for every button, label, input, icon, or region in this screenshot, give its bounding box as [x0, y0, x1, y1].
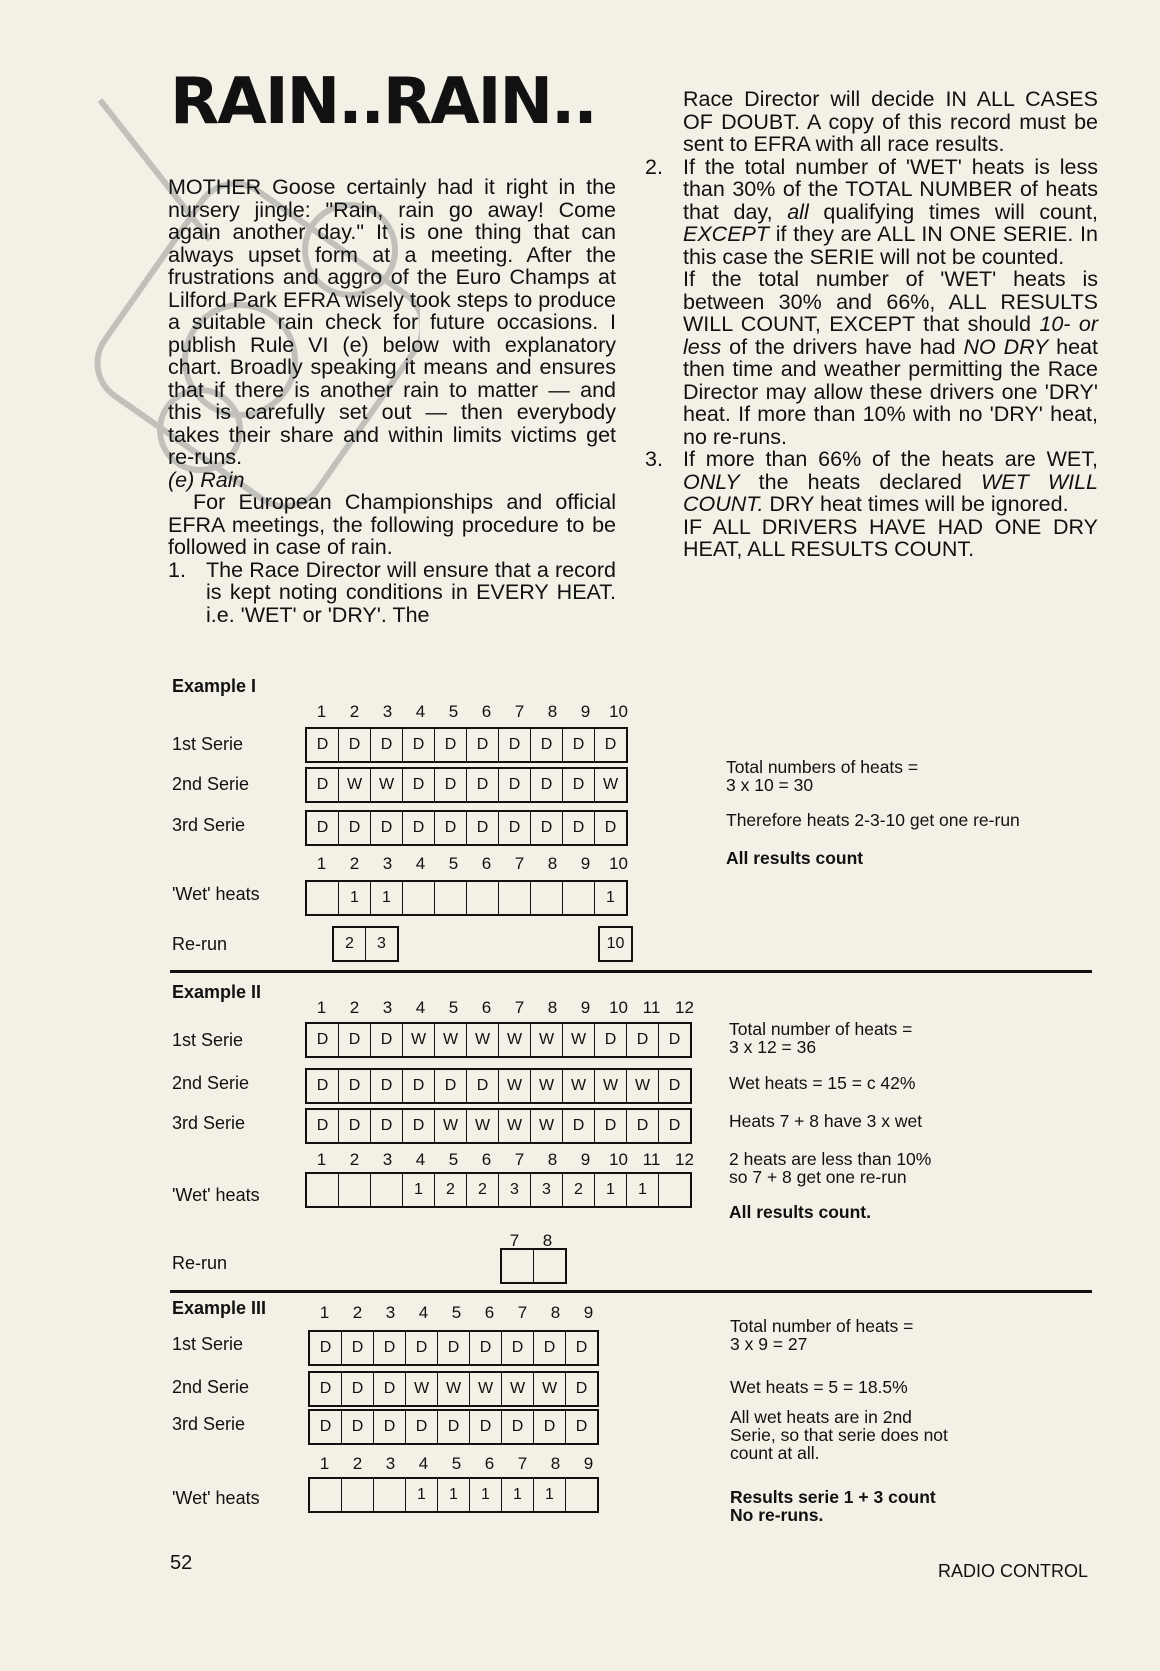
- table-cell: 3: [499, 1174, 531, 1206]
- table-cell: W: [467, 1024, 499, 1056]
- ex2-rerun-label: Re-run: [172, 1253, 228, 1273]
- rule-1: [168, 559, 616, 627]
- column-number: 2: [352, 1303, 363, 1322]
- table-cell: W: [531, 1024, 563, 1056]
- table-cell: [502, 1250, 534, 1282]
- table-cell: W: [435, 1110, 467, 1142]
- column-number: 3: [382, 702, 393, 721]
- ex3-serie-row: [308, 1371, 599, 1407]
- ex2-wet-column-numbers: [305, 1150, 701, 1170]
- column-number: 1: [316, 998, 327, 1017]
- table-cell: D: [499, 812, 531, 844]
- table-cell: [310, 1479, 342, 1511]
- table-cell: D: [438, 1411, 470, 1443]
- table-cell: D: [403, 1070, 435, 1102]
- rule-1-continued: [645, 88, 1098, 156]
- ex2-note-text: 2 heats are less than 10% so 7 + 8 get one re-run: [729, 1149, 932, 1187]
- ex3-column-numbers: [308, 1303, 605, 1323]
- table-cell: D: [339, 1070, 371, 1102]
- table-cell: W: [531, 1110, 563, 1142]
- table-cell: W: [563, 1024, 595, 1056]
- column-number: 5: [448, 1150, 459, 1169]
- table-cell: D: [595, 1024, 627, 1056]
- column-number: 6: [481, 702, 492, 721]
- ex1-serie-row: [305, 767, 628, 803]
- table-cell: D: [668, 1077, 681, 1094]
- column-number: 10: [609, 854, 628, 873]
- rule-2: [645, 156, 1098, 269]
- right-column: [645, 88, 1098, 561]
- table-cell: D: [563, 812, 595, 844]
- ex2-wet-row: [305, 1172, 692, 1208]
- table-cell: W: [467, 1110, 499, 1142]
- ex2-row-label: 2nd Serie: [172, 1073, 250, 1093]
- column-number: 11: [642, 1150, 661, 1169]
- table-cell: D: [531, 812, 563, 844]
- rule-3b-text: IF ALL DRIVERS HAVE HAD ONE DRY HEAT, ALL RESULTS COUNT.: [683, 514, 1098, 561]
- table-cell: 1: [534, 1479, 566, 1511]
- table-cell: D: [502, 1332, 534, 1364]
- column-number: 3: [382, 998, 393, 1017]
- table-cell: D: [563, 1110, 595, 1142]
- rule-1-text-part2: Race Director will decide IN ALL CASES OF DOUBT. A copy of this record must be sent to EFRA with all race results.: [683, 87, 1098, 156]
- table-cell: [435, 882, 467, 914]
- ex3-note-text: Total number of heats = 3 x 9 = 27: [730, 1316, 914, 1354]
- ex3-wet-label: 'Wet' heats: [172, 1488, 260, 1508]
- table-cell: [499, 882, 531, 914]
- table-cell: D: [467, 729, 499, 761]
- column-number: 8: [547, 854, 558, 873]
- table-cell: D: [307, 1024, 339, 1056]
- table-cell: D: [668, 1031, 681, 1048]
- rule-2-text: If the total number of 'WET' heats is less than 30% of the TOTAL NUMBER of heats that day, all qualifying times will count, EXCEPT if they are ALL IN ONE SERIE. In this case the SERIE will not be counted.: [683, 154, 1098, 269]
- table-cell: [566, 1479, 597, 1511]
- column-number: 6: [481, 1150, 492, 1169]
- column-number: 8: [542, 1231, 553, 1250]
- column-number: 5: [451, 1303, 462, 1322]
- column-number: 8: [550, 1303, 561, 1322]
- rule-2b-text: If the total number of 'WET' heats is between 30% and 66%, ALL RESULTS WILL COUNT, EXCEPT that should 10- or less of the drivers have had NO DRY heat then time and weather permitting the Race Director may allow these drivers one 'DRY' heat. If more than 10% with no 'DRY' heat, no re-runs.: [683, 267, 1098, 449]
- column-number: 2: [349, 854, 360, 873]
- table-cell: D: [403, 1110, 435, 1142]
- ex1-label: Example I: [172, 676, 257, 696]
- table-cell: D: [307, 1070, 339, 1102]
- table-cell: 3: [377, 935, 386, 952]
- table-cell: 1: [403, 1174, 435, 1206]
- table-cell: [531, 882, 563, 914]
- table-cell: D: [467, 812, 499, 844]
- table-cell: D: [575, 1380, 588, 1397]
- column-number: 4: [418, 1303, 429, 1322]
- column-number: 7: [517, 1454, 528, 1473]
- table-cell: [307, 1174, 339, 1206]
- ex2-serie-row: [305, 1022, 692, 1058]
- ex1-row-label: 1st Serie: [172, 734, 244, 754]
- table-cell: W: [502, 1373, 534, 1405]
- ex3-row-label: 2nd Serie: [172, 1377, 250, 1397]
- ex2-serie-row: [305, 1068, 692, 1104]
- column-number: 7: [509, 1231, 520, 1250]
- ex3-row-label: 1st Serie: [172, 1334, 244, 1354]
- ex2-label: Example II: [172, 982, 262, 1002]
- table-cell: D: [435, 1070, 467, 1102]
- ex3-note: [730, 1317, 913, 1353]
- ex3-note: [730, 1488, 936, 1524]
- table-cell: D: [499, 769, 531, 801]
- table-cell: 1: [406, 1479, 438, 1511]
- magazine-name: RADIO CONTROL: [938, 1561, 1089, 1581]
- column-number: 5: [448, 702, 459, 721]
- table-cell: D: [371, 1070, 403, 1102]
- table-cell: D: [627, 1110, 659, 1142]
- ex3-wet-column-numbers: [308, 1454, 605, 1474]
- ex3-serie-row: [308, 1409, 599, 1445]
- table-cell: [403, 882, 435, 914]
- column-number: 12: [675, 998, 694, 1017]
- rule-3-text: If more than 66% of the heats are WET, ONLY the heats declared WET WILL COUNT. DRY heat times will be ignored.: [683, 447, 1099, 516]
- column-number: 6: [481, 998, 492, 1017]
- table-cell: D: [438, 1332, 470, 1364]
- table-cell: D: [307, 729, 339, 761]
- table-cell: D: [403, 729, 435, 761]
- ex1-row-label: 3rd Serie: [172, 815, 246, 835]
- ex1-rerun-cells-a: [332, 926, 399, 962]
- ex2-row-label: 3rd Serie: [172, 1113, 246, 1133]
- column-number: 9: [580, 854, 591, 873]
- table-cell: 1: [438, 1479, 470, 1511]
- table-cell: 1: [502, 1479, 534, 1511]
- column-number: 7: [517, 1303, 528, 1322]
- table-cell: D: [371, 812, 403, 844]
- column-number: 5: [448, 998, 459, 1017]
- table-cell: W: [435, 1024, 467, 1056]
- table-cell: D: [342, 1411, 374, 1443]
- column-number: 1: [319, 1303, 330, 1322]
- table-cell: W: [563, 1070, 595, 1102]
- ex1-row-label: 2nd Serie: [172, 774, 250, 794]
- table-cell: D: [406, 1411, 438, 1443]
- ex1-serie-row: [305, 727, 628, 763]
- table-cell: [371, 1174, 403, 1206]
- ex1-note: [726, 849, 863, 867]
- column-number: 7: [514, 854, 525, 873]
- table-cell: D: [371, 1110, 403, 1142]
- table-cell: D: [310, 1411, 342, 1443]
- column-number: 7: [514, 702, 525, 721]
- table-cell: D: [470, 1332, 502, 1364]
- column-number: 4: [418, 1454, 429, 1473]
- column-number: 1: [316, 854, 327, 873]
- ex3-label: Example III: [172, 1298, 267, 1318]
- table-cell: W: [531, 1070, 563, 1102]
- table-cell: D: [575, 1339, 588, 1356]
- table-cell: D: [627, 1024, 659, 1056]
- table-cell: [307, 882, 339, 914]
- column-number: 1: [316, 702, 327, 721]
- table-cell: D: [307, 1110, 339, 1142]
- ex2-serie-row: [305, 1108, 692, 1144]
- rule-1-text-part1: The Race Director will ensure that a record is kept noting conditions in EVERY HEAT. i.e. 'WET' or 'DRY'. The: [206, 557, 616, 627]
- table-cell: D: [563, 729, 595, 761]
- ex3-row-label: 3rd Serie: [172, 1414, 246, 1434]
- table-cell: W: [534, 1373, 566, 1405]
- table-cell: [659, 1174, 690, 1206]
- column-number: 1: [319, 1454, 330, 1473]
- column-number: 2: [349, 1150, 360, 1169]
- table-cell: D: [575, 1418, 588, 1435]
- rule-2b: [645, 268, 1098, 448]
- table-cell: 2: [467, 1174, 499, 1206]
- table-cell: [374, 1479, 406, 1511]
- column-number: 3: [382, 854, 393, 873]
- column-number: 9: [580, 1150, 591, 1169]
- table-cell: D: [371, 1024, 403, 1056]
- table-cell: D: [339, 812, 371, 844]
- table-cell: 10: [606, 935, 625, 952]
- rule-heading: (e) Rain: [168, 467, 245, 492]
- table-cell: D: [403, 769, 435, 801]
- table-cell: D: [435, 729, 467, 761]
- rule-3: [645, 448, 1098, 516]
- section-divider: [170, 1290, 1092, 1293]
- table-cell: D: [502, 1411, 534, 1443]
- column-number: 5: [448, 854, 459, 873]
- column-number: 5: [451, 1454, 462, 1473]
- ex1-note: [726, 811, 1020, 829]
- ex1-rerun-cells-b: [598, 926, 633, 962]
- table-cell: 1: [606, 889, 615, 906]
- column-number: 3: [385, 1454, 396, 1473]
- column-number: 1: [316, 1150, 327, 1169]
- table-cell: D: [595, 1110, 627, 1142]
- table-cell: D: [435, 769, 467, 801]
- table-cell: [339, 1174, 371, 1206]
- table-cell: D: [307, 812, 339, 844]
- ex1-wet-label: 'Wet' heats: [172, 884, 260, 904]
- table-cell: [563, 882, 595, 914]
- table-cell: W: [403, 1024, 435, 1056]
- ex2-column-numbers: [305, 998, 701, 1018]
- ex1-wet-column-numbers: [305, 854, 635, 874]
- table-cell: D: [467, 1070, 499, 1102]
- ex3-note-text: All wet heats are in 2nd Serie, so that serie does not count at all.: [730, 1407, 948, 1463]
- column-number: 3: [385, 1303, 396, 1322]
- ex1-note: [726, 758, 918, 794]
- ex2-note: [729, 1203, 871, 1221]
- table-cell: 1: [627, 1174, 659, 1206]
- column-number: 8: [550, 1454, 561, 1473]
- table-cell: W: [470, 1373, 502, 1405]
- page-title: RAIN..RAIN..: [170, 65, 596, 139]
- table-cell: D: [310, 1373, 342, 1405]
- ex3-note: [730, 1378, 908, 1396]
- column-number: 10: [609, 1150, 628, 1169]
- table-cell: D: [339, 1024, 371, 1056]
- table-cell: W: [339, 769, 371, 801]
- column-number: 4: [415, 998, 426, 1017]
- table-cell: D: [563, 769, 595, 801]
- table-cell: D: [403, 812, 435, 844]
- table-cell: D: [406, 1332, 438, 1364]
- table-cell: [342, 1479, 374, 1511]
- ex2-note: [729, 1074, 915, 1092]
- table-cell: D: [435, 812, 467, 844]
- ex2-note: [729, 1112, 922, 1130]
- table-cell: 2: [435, 1174, 467, 1206]
- column-number: 4: [415, 1150, 426, 1169]
- ex3-note-text: Results serie 1 + 3 count No re-runs.: [730, 1487, 936, 1525]
- ex2-rerun-cells: [500, 1248, 567, 1284]
- column-number: 8: [547, 1150, 558, 1169]
- ex3-note-text: Wet heats = 5 = 18.5%: [730, 1377, 908, 1397]
- left-column: [168, 176, 616, 626]
- ex2-note: [729, 1150, 931, 1186]
- column-number: 2: [349, 702, 360, 721]
- table-cell: 1: [470, 1479, 502, 1511]
- table-cell: 2: [563, 1174, 595, 1206]
- table-cell: D: [534, 1411, 566, 1443]
- column-number: 9: [580, 702, 591, 721]
- column-number: 7: [514, 1150, 525, 1169]
- ex2-wet-label: 'Wet' heats: [172, 1185, 260, 1205]
- table-cell: D: [374, 1332, 406, 1364]
- table-cell: W: [499, 1110, 531, 1142]
- table-cell: W: [602, 776, 619, 793]
- table-cell: W: [595, 1070, 627, 1102]
- page-number: 52: [170, 1552, 193, 1574]
- column-number: 6: [484, 1454, 495, 1473]
- ex2-note-text: Wet heats = 15 = c 42%: [729, 1073, 916, 1093]
- table-cell: D: [342, 1332, 374, 1364]
- table-cell: D: [371, 729, 403, 761]
- ex1-note-text: Total numbers of heats = 3 x 10 = 30: [726, 757, 919, 795]
- table-cell: D: [499, 729, 531, 761]
- table-cell: D: [339, 729, 371, 761]
- column-number: 2: [349, 998, 360, 1017]
- column-number: 4: [415, 702, 426, 721]
- table-cell: D: [470, 1411, 502, 1443]
- table-cell: D: [307, 769, 339, 801]
- ex2-note-text: All results count.: [729, 1202, 871, 1222]
- table-cell: D: [374, 1411, 406, 1443]
- rule-2-number: 2.: [645, 154, 663, 179]
- table-cell: W: [371, 769, 403, 801]
- table-cell: [534, 1250, 565, 1282]
- table-cell: D: [531, 729, 563, 761]
- column-number: 3: [382, 1150, 393, 1169]
- ex2-note-text: Heats 7 + 8 have 3 x wet: [729, 1111, 923, 1131]
- ex1-wet-row: [305, 880, 628, 916]
- ex1-note-text: All results count: [726, 848, 864, 868]
- table-cell: W: [627, 1070, 659, 1102]
- column-number: 11: [642, 998, 661, 1017]
- table-cell: D: [668, 1117, 681, 1134]
- ex1-column-numbers: [305, 702, 635, 722]
- column-number: 9: [583, 1303, 594, 1322]
- column-number: 9: [580, 998, 591, 1017]
- table-cell: D: [342, 1373, 374, 1405]
- table-cell: W: [406, 1373, 438, 1405]
- rule-3-number: 3.: [645, 447, 663, 471]
- ex1-note-text: Therefore heats 2-3-10 get one re-run: [726, 810, 1020, 830]
- table-cell: 3: [531, 1174, 563, 1206]
- ex1-rerun-label: Re-run: [172, 934, 228, 954]
- table-cell: D: [604, 736, 617, 753]
- table-cell: W: [438, 1373, 470, 1405]
- ex3-serie-row: [308, 1330, 599, 1366]
- intro-paragraph: MOTHER Goose certainly had it right in the nursery jingle: "Rain, rain go away! Come again another day." It is one thing that can always upset form at a meeting. After the frustrations and aggro of the Euro Champs at Lilford Park EFRA wisely took steps to produce a suitable rain check for future occasions. I publish Rule VI (e) below with explanatory chart. Broadly speaking it means and ensures that if there is another rain to matter — and this is carefully set out — then everybody takes their share and within limits victims get re-runs.: [168, 175, 616, 469]
- section-divider: [170, 970, 1092, 973]
- table-cell: 1: [339, 882, 371, 914]
- table-cell: D: [374, 1373, 406, 1405]
- rule-1-number: 1.: [168, 557, 186, 582]
- ex3-note: [730, 1408, 948, 1462]
- table-cell: D: [531, 769, 563, 801]
- column-number: 10: [609, 702, 628, 721]
- table-cell: D: [467, 769, 499, 801]
- column-number: 10: [609, 998, 628, 1017]
- table-cell: D: [604, 819, 617, 836]
- ex3-wet-row: [308, 1477, 599, 1513]
- column-number: 9: [583, 1454, 594, 1473]
- column-number: 7: [514, 998, 525, 1017]
- table-cell: W: [499, 1070, 531, 1102]
- ex2-row-label: 1st Serie: [172, 1030, 244, 1050]
- ex2-note: [729, 1020, 912, 1056]
- column-number: 8: [547, 702, 558, 721]
- rule-intro: For European Championships and official EFRA meetings, the following procedure to be followed in case of rain.: [168, 490, 616, 559]
- table-cell: D: [534, 1332, 566, 1364]
- table-cell: 2: [334, 928, 366, 960]
- column-number: 6: [484, 1303, 495, 1322]
- table-cell: W: [499, 1024, 531, 1056]
- ex2-note-text: Total number of heats = 3 x 12 = 36: [729, 1019, 913, 1057]
- column-number: 6: [481, 854, 492, 873]
- column-number: 8: [547, 998, 558, 1017]
- column-number: 2: [352, 1454, 363, 1473]
- table-cell: [467, 882, 499, 914]
- rule-3b: [645, 516, 1098, 561]
- column-number: 12: [675, 1150, 694, 1169]
- table-cell: D: [339, 1110, 371, 1142]
- table-cell: 1: [595, 1174, 627, 1206]
- column-number: 4: [415, 854, 426, 873]
- ex1-serie-row: [305, 810, 628, 846]
- table-cell: 1: [371, 882, 403, 914]
- table-cell: D: [310, 1332, 342, 1364]
